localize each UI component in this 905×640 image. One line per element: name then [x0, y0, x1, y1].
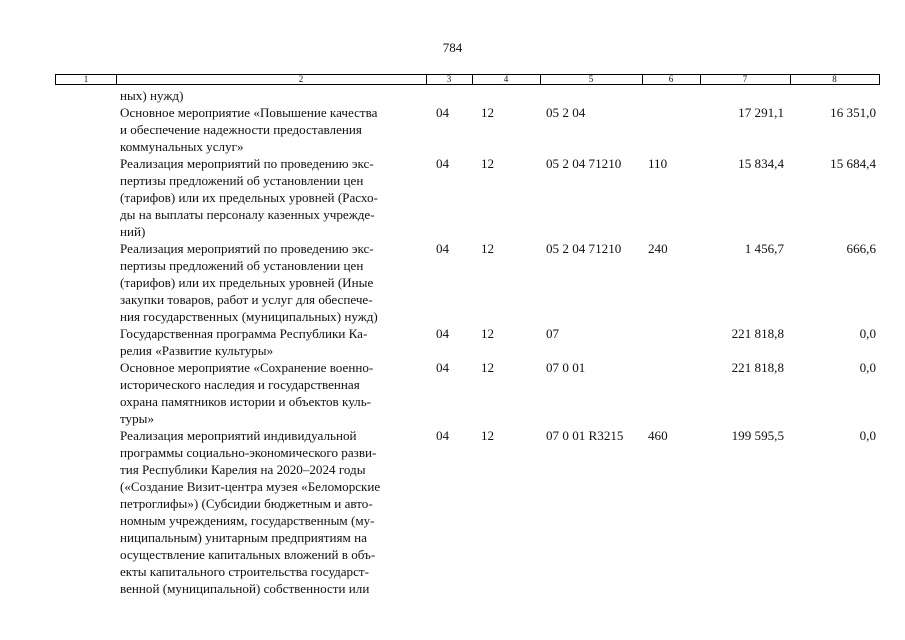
- cell-amount-year-1: 221 818,8: [731, 360, 784, 375]
- cell-section: 04: [436, 241, 450, 256]
- row-description-line: венной (муниципальной) собственности или: [120, 581, 370, 596]
- cell-subsection: 12: [481, 360, 495, 375]
- cell-amount-year-1: 1 456,7: [744, 241, 784, 256]
- cell-amount-year-2: 666,6: [846, 241, 876, 256]
- row-description-line: ниципальным) унитарным предприятиям на: [120, 530, 367, 545]
- cell-amount-year-2: 15 684,4: [830, 156, 876, 171]
- cell-amount-year-1: 17 291,1: [738, 105, 784, 120]
- row-description-line: охрана памятников истории и объектов куль-: [120, 394, 372, 409]
- cell-section: 04: [436, 105, 450, 120]
- row-description-line: ды на выплаты персоналу казенных учрежде-: [120, 207, 375, 222]
- cell-target-article: 07 0 01: [546, 360, 586, 375]
- cell-section: 04: [436, 156, 450, 171]
- cell-subsection: 12: [481, 241, 495, 256]
- cell-section: 04: [436, 360, 450, 375]
- cell-amount-year-1: 199 595,5: [731, 428, 784, 443]
- row-description-line: (тарифов) или их предельных уровней (Расхо-: [120, 190, 378, 205]
- row-description-line: пертизы предложений об установлении цен: [120, 258, 364, 273]
- row-description-line: ния государственных (муниципальных) нужд): [120, 309, 378, 324]
- row-description-line: закупки товаров, работ и услуг для обеспече-: [120, 292, 373, 307]
- cell-subsection: 12: [481, 428, 495, 443]
- row-description-line: екты капитального строительства государст-: [120, 564, 369, 579]
- row-description-line: (тарифов) или их предельных уровней (Иные: [120, 275, 374, 290]
- cell-subsection: 12: [481, 105, 495, 120]
- row-description-line: и обеспечение надежности предоставления: [120, 122, 362, 137]
- row-description-line: Государственная программа Республики Ка-: [120, 326, 368, 341]
- header-col-6: 6: [668, 74, 674, 84]
- row-description-line: пертизы предложений об установлении цен: [120, 173, 364, 188]
- row-description-line: номным учреждениям, государственным (му-: [120, 513, 375, 528]
- row-description-line: Реализация мероприятий по проведению экс-: [120, 241, 374, 256]
- cell-target-article: 07: [546, 326, 560, 341]
- row-description-line: релия «Развитие культуры»: [120, 343, 274, 358]
- cell-expense-type: 460: [648, 428, 668, 443]
- row-description-line: («Создание Визит-центра музея «Беломорские: [120, 479, 381, 494]
- cell-amount-year-2: 0,0: [859, 326, 876, 341]
- cell-target-article: 07 0 01 R3215: [546, 428, 624, 443]
- cell-expense-type: 110: [648, 156, 668, 171]
- cell-subsection: 12: [481, 326, 495, 341]
- cell-amount-year-1: 221 818,8: [731, 326, 784, 341]
- cell-section: 04: [436, 326, 450, 341]
- row-description-line: тия Республики Карелия на 2020–2024 годы: [120, 462, 366, 477]
- row-description-line: Основное мероприятие «Повышение качества: [120, 105, 378, 120]
- cell-expense-type: 240: [648, 241, 668, 256]
- header-col-8: 8: [832, 74, 837, 84]
- row-description-line: туры»: [120, 411, 154, 426]
- page-number: 784: [442, 40, 463, 55]
- row-description-line: Реализация мероприятий индивидуальной: [120, 428, 357, 443]
- cell-amount-year-2: 0,0: [859, 428, 876, 443]
- header-col-1: 1: [83, 74, 89, 84]
- row-description-line: коммунальных услуг»: [120, 139, 244, 154]
- header-col-3: 3: [446, 74, 452, 84]
- cell-amount-year-2: 0,0: [859, 360, 876, 375]
- cell-target-article: 05 2 04 71210: [546, 156, 622, 171]
- row-description-line: Реализация мероприятий по проведению экс-: [120, 156, 374, 171]
- row-description-line: ний): [120, 224, 146, 239]
- row-description-line: осуществление капитальных вложений в объ-: [120, 547, 376, 562]
- cell-target-article: 05 2 04 71210: [546, 241, 622, 256]
- header-col-7: 7: [742, 74, 748, 84]
- row-description-line: Основное мероприятие «Сохранение военно-: [120, 360, 374, 375]
- cell-amount-year-1: 15 834,4: [738, 156, 784, 171]
- header-col-4: 4: [503, 74, 509, 84]
- row-description-line: ных) нужд): [120, 88, 184, 103]
- cell-amount-year-2: 16 351,0: [830, 105, 876, 120]
- cell-subsection: 12: [481, 156, 495, 171]
- cell-section: 04: [436, 428, 450, 443]
- header-col-2: 2: [298, 74, 304, 84]
- row-description-line: программы социально-экономического разви-: [120, 445, 377, 460]
- row-description-line: исторического наследия и государственная: [120, 377, 360, 392]
- row-description-line: петроглифы») (Субсидии бюджетным и авто-: [120, 496, 373, 511]
- header-col-5: 5: [588, 74, 594, 84]
- cell-target-article: 05 2 04: [546, 105, 586, 120]
